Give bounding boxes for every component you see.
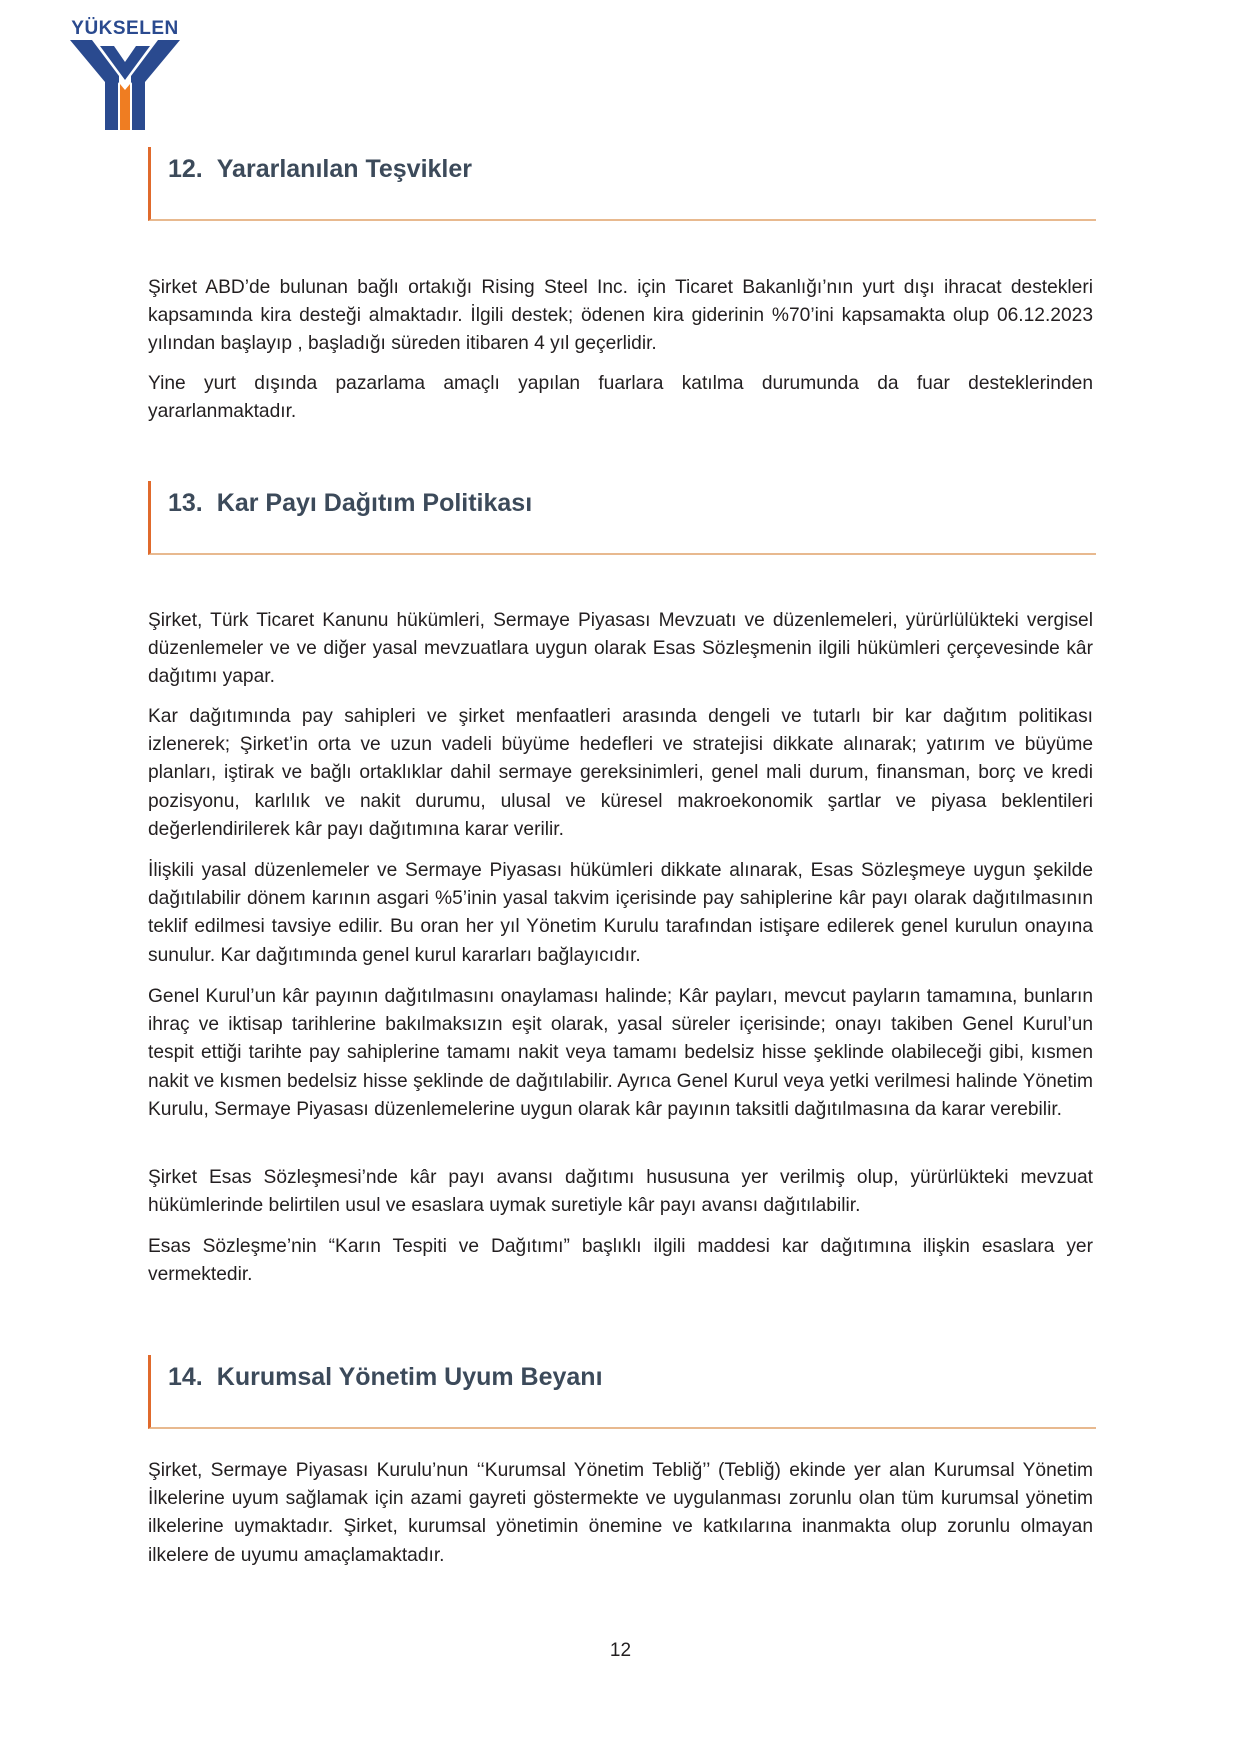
section-title <box>168 1363 603 1392</box>
section-title-text: Kar Payı Dağıtım Politikası <box>216 489 533 517</box>
logo-y-mark-icon <box>70 40 180 130</box>
paragraph: Esas Sözleşme’nin “Karın Tespiti ve Dağıtımı” başlıklı ilgili maddesi kar dağıtımına ilişkin esaslara yer vermektedir. <box>148 1236 1093 1286</box>
paragraph: Şirket ABD’de bulunan bağlı ortakığı Rising Steel Inc. için Ticaret Bakanlığı’nın yurt dışı ihracat destekleri kapsamında kira desteği almaktadır. İlgili destek; ödenen kira giderinin %70’ini kapsamakta olup 06.12.2023 yılından başlayıp , başladığı süreden itibaren 4 yıl geçerlidir. <box>148 277 1093 355</box>
paragraph: Şirket, Türk Ticaret Kanunu hükümleri, Sermaye Piyasası Mevzuatı ve düzenlemeleri, yürürlülükteki vergisel düzenlemeler ve ve diğer yasal mevzuatlara uygun olarak Esas Sözleşmenin ilgili hükümleri çerçevesinde kâr dağıtımı yapar. <box>148 610 1093 688</box>
section-13-heading <box>148 481 1096 555</box>
paragraph: Şirket Esas Sözleşmesi’nde kâr payı avansı dağıtımı hususuna yer verilmiş olup, yürürlükteki mevzuat hükümlerinde belirtilen usul ve esaslara uymak suretiyle kâr payı avansı dağıtılabilir. <box>148 1167 1093 1217</box>
paragraph: Yine yurt dışında pazarlama amaçlı yapılan fuarlara katılma durumunda da fuar desteklerinden yararlanmaktadır. <box>148 373 1093 423</box>
section-number: 14. <box>168 1363 203 1391</box>
section-title-text: Yararlanılan Teşvikler <box>216 155 473 183</box>
paragraph: Genel Kurul’un kâr payının dağıtılmasını onaylaması halinde; Kâr payları, mevcut payların tamamına, bunların ihraç ve iktisap tarihlerine bakılmaksızın eşit olarak, yasal süreler içerisinde; onayı takiben Genel Kurul’un tespit ettiği tarihte pay sahiplerine tamamı nakit veya tamamı bedelsiz hisse şeklinde olabileceği gibi, kısmen nakit ve kısmen bedelsiz hisse şeklinde de dağıtılabilir. Ayrıca Genel Kurul veya yetki verilmesi halinde Yönetim Kurulu, Sermaye Piyasası düzenlemelerine uygun olarak kâr payının taksitli dağıtılmasına da karar verebilir. <box>148 986 1093 1120</box>
page-number: 12 <box>609 1640 632 1661</box>
section-title-text: Kurumsal Yönetim Uyum Beyanı <box>216 1363 603 1391</box>
section-title <box>168 155 472 184</box>
section-12-heading <box>148 147 1096 221</box>
company-logo <box>70 18 180 130</box>
paragraph: Şirket, Sermaye Piyasası Kurulu’nun ‘‘Kurumsal Yönetim Tebliğ’’ (Tebliğ) ekinde yer alan Kurumsal Yönetim İlkelerine uyum sağlamak için azami gayreti göstermekte ve uygulanması zorunlu olan tüm kurumsal yönetim ilkelerine uymaktadır. Şirket, kurumsal yönetimin önemine ve katkılarına inanmakta olup zorunlu olmayan ilkelere de uyumu amaçlamaktadır. <box>148 1460 1093 1566</box>
section-14-heading <box>148 1355 1096 1429</box>
paragraph: İlişkili yasal düzenlemeler ve Sermaye Piyasası hükümleri dikkate alınarak, Esas Sözleşmeye uygun şekilde dağıtılabilir dönem karının asgari %5’inin yasal takvim içerisinde pay sahiplerine kâr payı olarak dağıtılmasının teklif edilmesi tavsiye edilir. Bu oran her yıl Yönetim Kurulu tarafından istişare edilerek genel kurulun onayına sunulur. Kar dağıtımında genel kurul kararları bağlayıcıdır. <box>148 860 1093 966</box>
section-number: 13. <box>168 489 203 517</box>
paragraph: Kar dağıtımında pay sahipleri ve şirket menfaatleri arasında dengeli ve tutarlı bir kar dağıtım politikası izlenerek; Şirket’in orta ve uzun vadeli büyüme hedefleri ve stratejisi dikkate alınarak; yatırım ve büyüme planları, iştirak ve bağlı ortaklıklar dahil sermaye gereksinimleri, genel mali durum, finansman, borç ve kredi pozisyonu, karlılık ve nakit durumu, ulusal ve küresel makroekonomik şartlar ve piyasa beklentileri değerlendirilerek kâr payı dağıtımına karar verilir. <box>148 706 1093 840</box>
section-number: 12. <box>168 155 203 183</box>
logo-wordmark: YÜKSELEN <box>71 18 179 39</box>
section-title <box>168 489 532 518</box>
